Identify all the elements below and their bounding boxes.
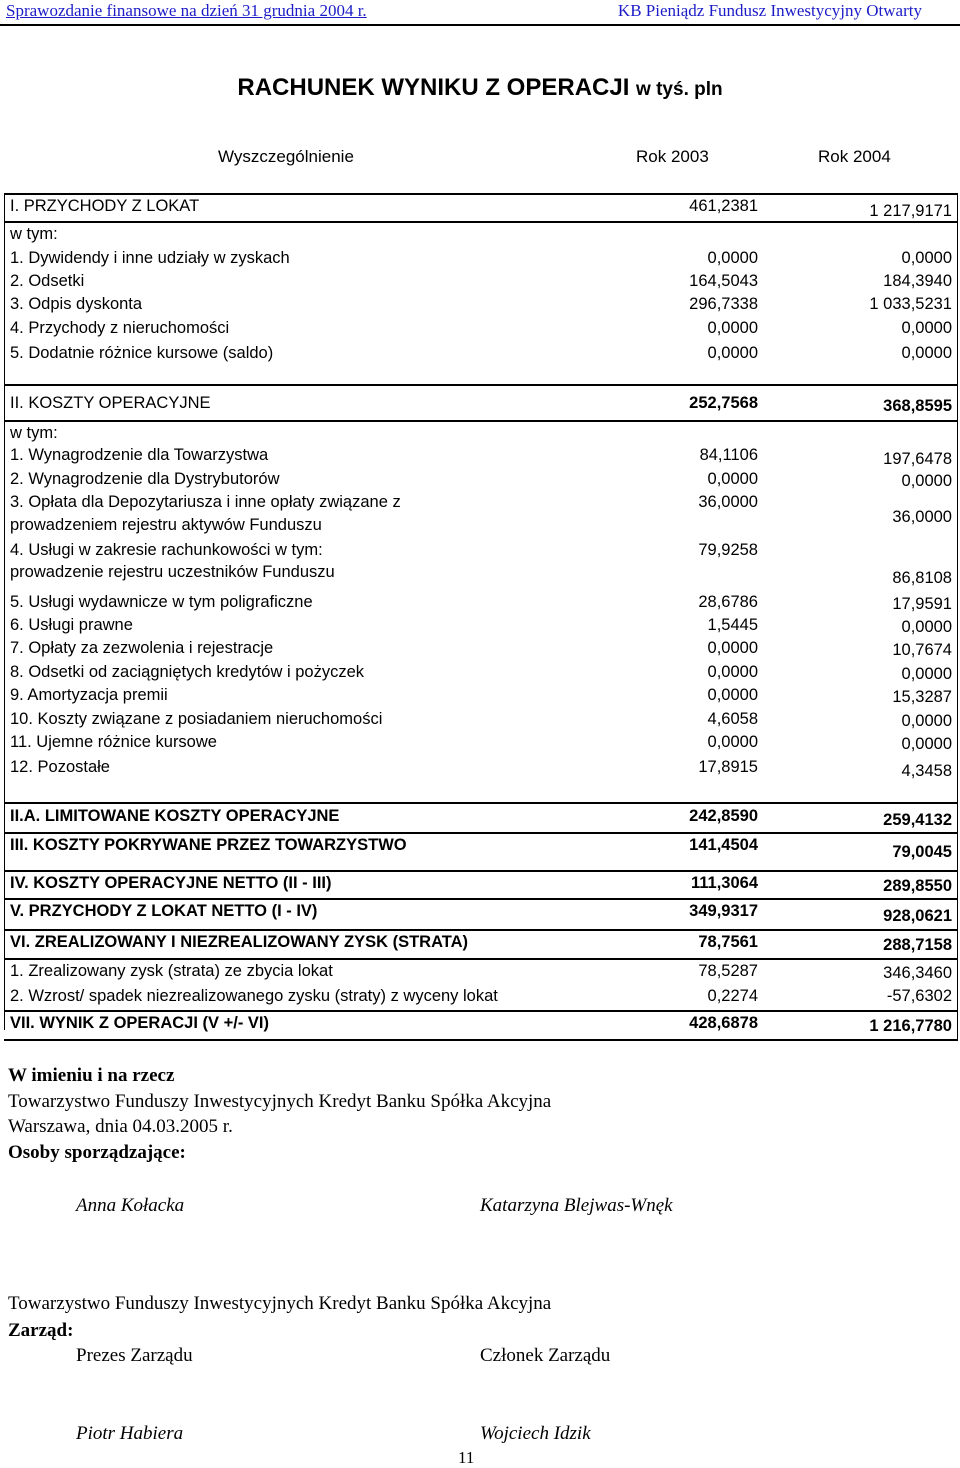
row-label: 5. Dodatnie różnice kursowe (saldo): [10, 344, 274, 362]
row-rule: [4, 221, 958, 223]
value-2004: 0,0000: [901, 472, 952, 490]
table-row: [0, 710, 960, 732]
row-rule: [4, 832, 958, 834]
value-2003: 141,4504: [689, 836, 758, 854]
value-2003: 349,9317: [689, 902, 758, 920]
summary-row-limited-costs: [0, 807, 960, 829]
value-2003: 28,6786: [698, 593, 758, 611]
summary-row-net-costs: [0, 874, 960, 896]
value-2004: 197,6478: [883, 450, 952, 468]
row-rule: [4, 1010, 958, 1012]
value-2003: 79,9258: [698, 541, 758, 559]
section-rule: [4, 384, 958, 386]
statement-title: [0, 74, 960, 102]
row-rule: [4, 958, 958, 960]
table-row: [0, 344, 960, 366]
value-2003: 1,5445: [707, 616, 758, 634]
table-row: [0, 663, 960, 685]
fund-name: KB Pieniądz Fundusz Inwestycyjny Otwarty: [617, 1, 922, 20]
wtym-label-2: [0, 424, 960, 446]
row-rule: [4, 929, 958, 931]
value-2004: 0,0000: [901, 344, 952, 362]
value-2004: 79,0045: [892, 843, 952, 861]
table-row: [0, 249, 960, 271]
value-2003: 0,0000: [707, 319, 758, 337]
table-row: [0, 733, 960, 755]
value-2003: 296,7338: [689, 295, 758, 313]
row-label: II. KOSZTY OPERACYJNE: [10, 394, 211, 412]
behalf-label: W imieniu i na rzecz: [8, 1065, 175, 1086]
value-2004: 10,7674: [892, 641, 952, 659]
value-2004: 36,0000: [892, 508, 952, 526]
report-title-link[interactable]: Sprawozdanie finansowe na dzień 31 grudnia 2004 r.: [6, 1, 367, 20]
preparer-name-2: Katarzyna Blejwas-Wnęk: [480, 1195, 673, 1216]
value-2004: 289,8550: [883, 877, 952, 895]
value-2003: 0,2274: [707, 987, 758, 1005]
row-label: w tym:: [10, 424, 58, 442]
statement-unit: w tyś. pln: [636, 79, 723, 100]
col-header-2004: Rok 2004: [818, 147, 891, 166]
summary-row-covered-costs: [0, 836, 960, 861]
row-label: 12. Pozostałe: [10, 758, 110, 776]
table-row: [0, 295, 960, 317]
row-label: 9. Amortyzacja premii: [10, 686, 168, 704]
row-label: III. KOSZTY POKRYWANE PRZEZ TOWARZYSTWO: [10, 836, 407, 854]
value-2004: 346,3460: [883, 964, 952, 982]
table-row: [0, 470, 960, 492]
row-label: IV. KOSZTY OPERACYJNE NETTO (II - III): [10, 874, 332, 892]
row-rule: [4, 870, 958, 872]
value-2004: 0,0000: [901, 249, 952, 267]
value-2004: 15,3287: [892, 688, 952, 706]
page-header: [0, 0, 960, 26]
board-role-2: Członek Zarządu: [480, 1345, 611, 1366]
preparers-label: Osoby sporządzające:: [8, 1142, 186, 1163]
row-label: w tym:: [10, 225, 58, 243]
row-label: I. PRZYCHODY Z LOKAT: [10, 197, 200, 215]
management-company: Towarzystwo Funduszy Inwestycyjnych Kredyt Banku Spółka Akcyjna: [8, 1091, 552, 1112]
table-top-rule: [4, 193, 958, 195]
row-label: 10. Koszty związane z posiadaniem nieruchomości: [10, 710, 383, 728]
value-2004: 4,3458: [901, 762, 952, 780]
value-2004: 0,0000: [901, 665, 952, 683]
row-label: 11. Ujemne różnice kursowe: [10, 733, 217, 751]
summary-row-result: [0, 1014, 960, 1036]
col-header-2003: Rok 2003: [636, 147, 709, 166]
row-rule: [4, 898, 958, 900]
table-row: [0, 639, 960, 661]
board-label: Zarząd:: [8, 1320, 74, 1341]
value-2004: 1 216,7780: [869, 1017, 952, 1035]
value-2004: 368,8595: [883, 397, 952, 415]
value-2003: 111,3064: [691, 874, 758, 892]
value-2003: 17,8915: [698, 758, 758, 776]
row-label: 7. Opłaty za zezwolenia i rejestracje: [10, 639, 274, 657]
value-2003: 0,0000: [707, 686, 758, 704]
row-label: V. PRZYCHODY Z LOKAT NETTO (I - IV): [10, 902, 318, 920]
table-row: [0, 758, 960, 780]
value-2004: 259,4132: [883, 811, 952, 829]
row-label: VII. WYNIK Z OPERACJI (V +/- VI): [10, 1014, 269, 1032]
table-row: [0, 493, 960, 539]
table-row: [0, 616, 960, 638]
value-2004: 0,0000: [901, 735, 952, 753]
table-row: [0, 272, 960, 294]
value-2004: 1 033,5231: [869, 295, 952, 313]
value-2004: 0,0000: [901, 712, 952, 730]
row-label: 2. Wynagrodzenie dla Dystrybutorów: [10, 470, 280, 488]
row-label: II.A. LIMITOWANE KOSZTY OPERACYJNE: [10, 807, 340, 825]
summary-row-unrealized: [0, 987, 960, 1009]
table-row: [0, 541, 960, 591]
value-2003: 0,0000: [707, 663, 758, 681]
value-2003: 36,0000: [698, 493, 758, 511]
summary-row-gains: [0, 933, 960, 955]
statement-title-main: RACHUNEK WYNIKU Z OPERACJI: [237, 74, 630, 101]
value-2003: 164,5043: [689, 272, 758, 290]
place-date: Warszawa, dnia 04.03.2005 r.: [8, 1116, 233, 1137]
value-2003: 428,6878: [689, 1014, 758, 1032]
page-number: 11: [458, 1448, 475, 1467]
row-label: 6. Usługi prawne: [10, 616, 133, 634]
value-2003: 84,1106: [699, 446, 758, 464]
value-2004: 86,8108: [892, 569, 952, 587]
section-income-total: [0, 197, 960, 219]
col-header-label: Wyszczególnienie: [218, 147, 354, 166]
row-label: 3. Odpis dyskonta: [10, 295, 143, 313]
table-row: [0, 593, 960, 615]
row-label: 8. Odsetki od zaciągniętych kredytów i pożyczek: [10, 663, 365, 681]
section-costs-total: [0, 394, 960, 416]
value-2004: -57,6302: [886, 987, 952, 1005]
value-2003: 4,6058: [707, 710, 758, 728]
board-person-2: Wojciech Idzik: [480, 1423, 591, 1444]
table-row: [0, 319, 960, 341]
row-label: 4. Przychody z nieruchomości: [10, 319, 230, 337]
table-bottom-rule: [4, 1039, 958, 1041]
table-row: [0, 686, 960, 708]
row-label: 1. Wynagrodzenie dla Towarzystwa: [10, 446, 269, 464]
board-person-1: Piotr Habiera: [76, 1423, 184, 1444]
row-label: 2. Wzrost/ spadek niezrealizowanego zysku (straty) z wyceny lokat: [10, 987, 498, 1005]
wtym-label-1: [0, 225, 960, 247]
value-2004: 928,0621: [883, 907, 952, 925]
value-2004: 184,3940: [883, 272, 952, 290]
value-2003: 242,8590: [689, 807, 758, 825]
row-label: 1. Dywidendy i inne udziały w zyskach: [10, 249, 290, 267]
board-role-1: Prezes Zarządu: [76, 1345, 193, 1366]
value-2004: 0,0000: [901, 618, 952, 636]
row-label: 1. Zrealizowany zysk (strata) ze zbycia lokat: [10, 962, 333, 980]
summary-row-realized: [0, 962, 960, 984]
section-rule: [4, 802, 958, 804]
row-label: 2. Odsetki: [10, 272, 85, 290]
value-2004: 288,7158: [883, 936, 952, 954]
value-2003: 0,0000: [707, 733, 758, 751]
row-rule: [4, 420, 958, 422]
value-2003: 0,0000: [707, 249, 758, 267]
value-2004: 1 217,9171: [869, 202, 952, 220]
row-label: 4. Usługi w zakresie rachunkowości w tym:: [10, 541, 323, 559]
row-label: VI. ZREALIZOWANY I NIEZREALIZOWANY ZYSK (STRATA): [10, 933, 469, 951]
value-2003: 78,5287: [698, 962, 758, 980]
value-2003: 0,0000: [707, 470, 758, 488]
value-2003: 78,7561: [698, 933, 758, 951]
row-label: 5. Usługi wydawnicze w tym poligraficzne: [10, 593, 313, 611]
value-2003: 0,0000: [707, 344, 758, 362]
row-label: 3. Opłata dla Depozytariusza i inne opłaty związane z: [10, 493, 401, 511]
preparer-name-1: Anna Kołacka: [76, 1195, 185, 1216]
value-2004: 0,0000: [901, 319, 952, 337]
management-company-2: Towarzystwo Funduszy Inwestycyjnych Kredyt Banku Spółka Akcyjna: [8, 1293, 552, 1314]
value-2003: 0,0000: [707, 639, 758, 657]
row-label-continued: prowadzenie rejestru uczestników Funduszu: [10, 563, 335, 581]
summary-row-net-income: [0, 902, 960, 924]
row-label-continued: prowadzeniem rejestru aktywów Funduszu: [10, 516, 322, 534]
value-2003: 461,2381: [689, 197, 758, 215]
table-row: [0, 446, 960, 468]
value-2003: 252,7568: [689, 394, 758, 412]
value-2004: 17,9591: [892, 595, 952, 613]
